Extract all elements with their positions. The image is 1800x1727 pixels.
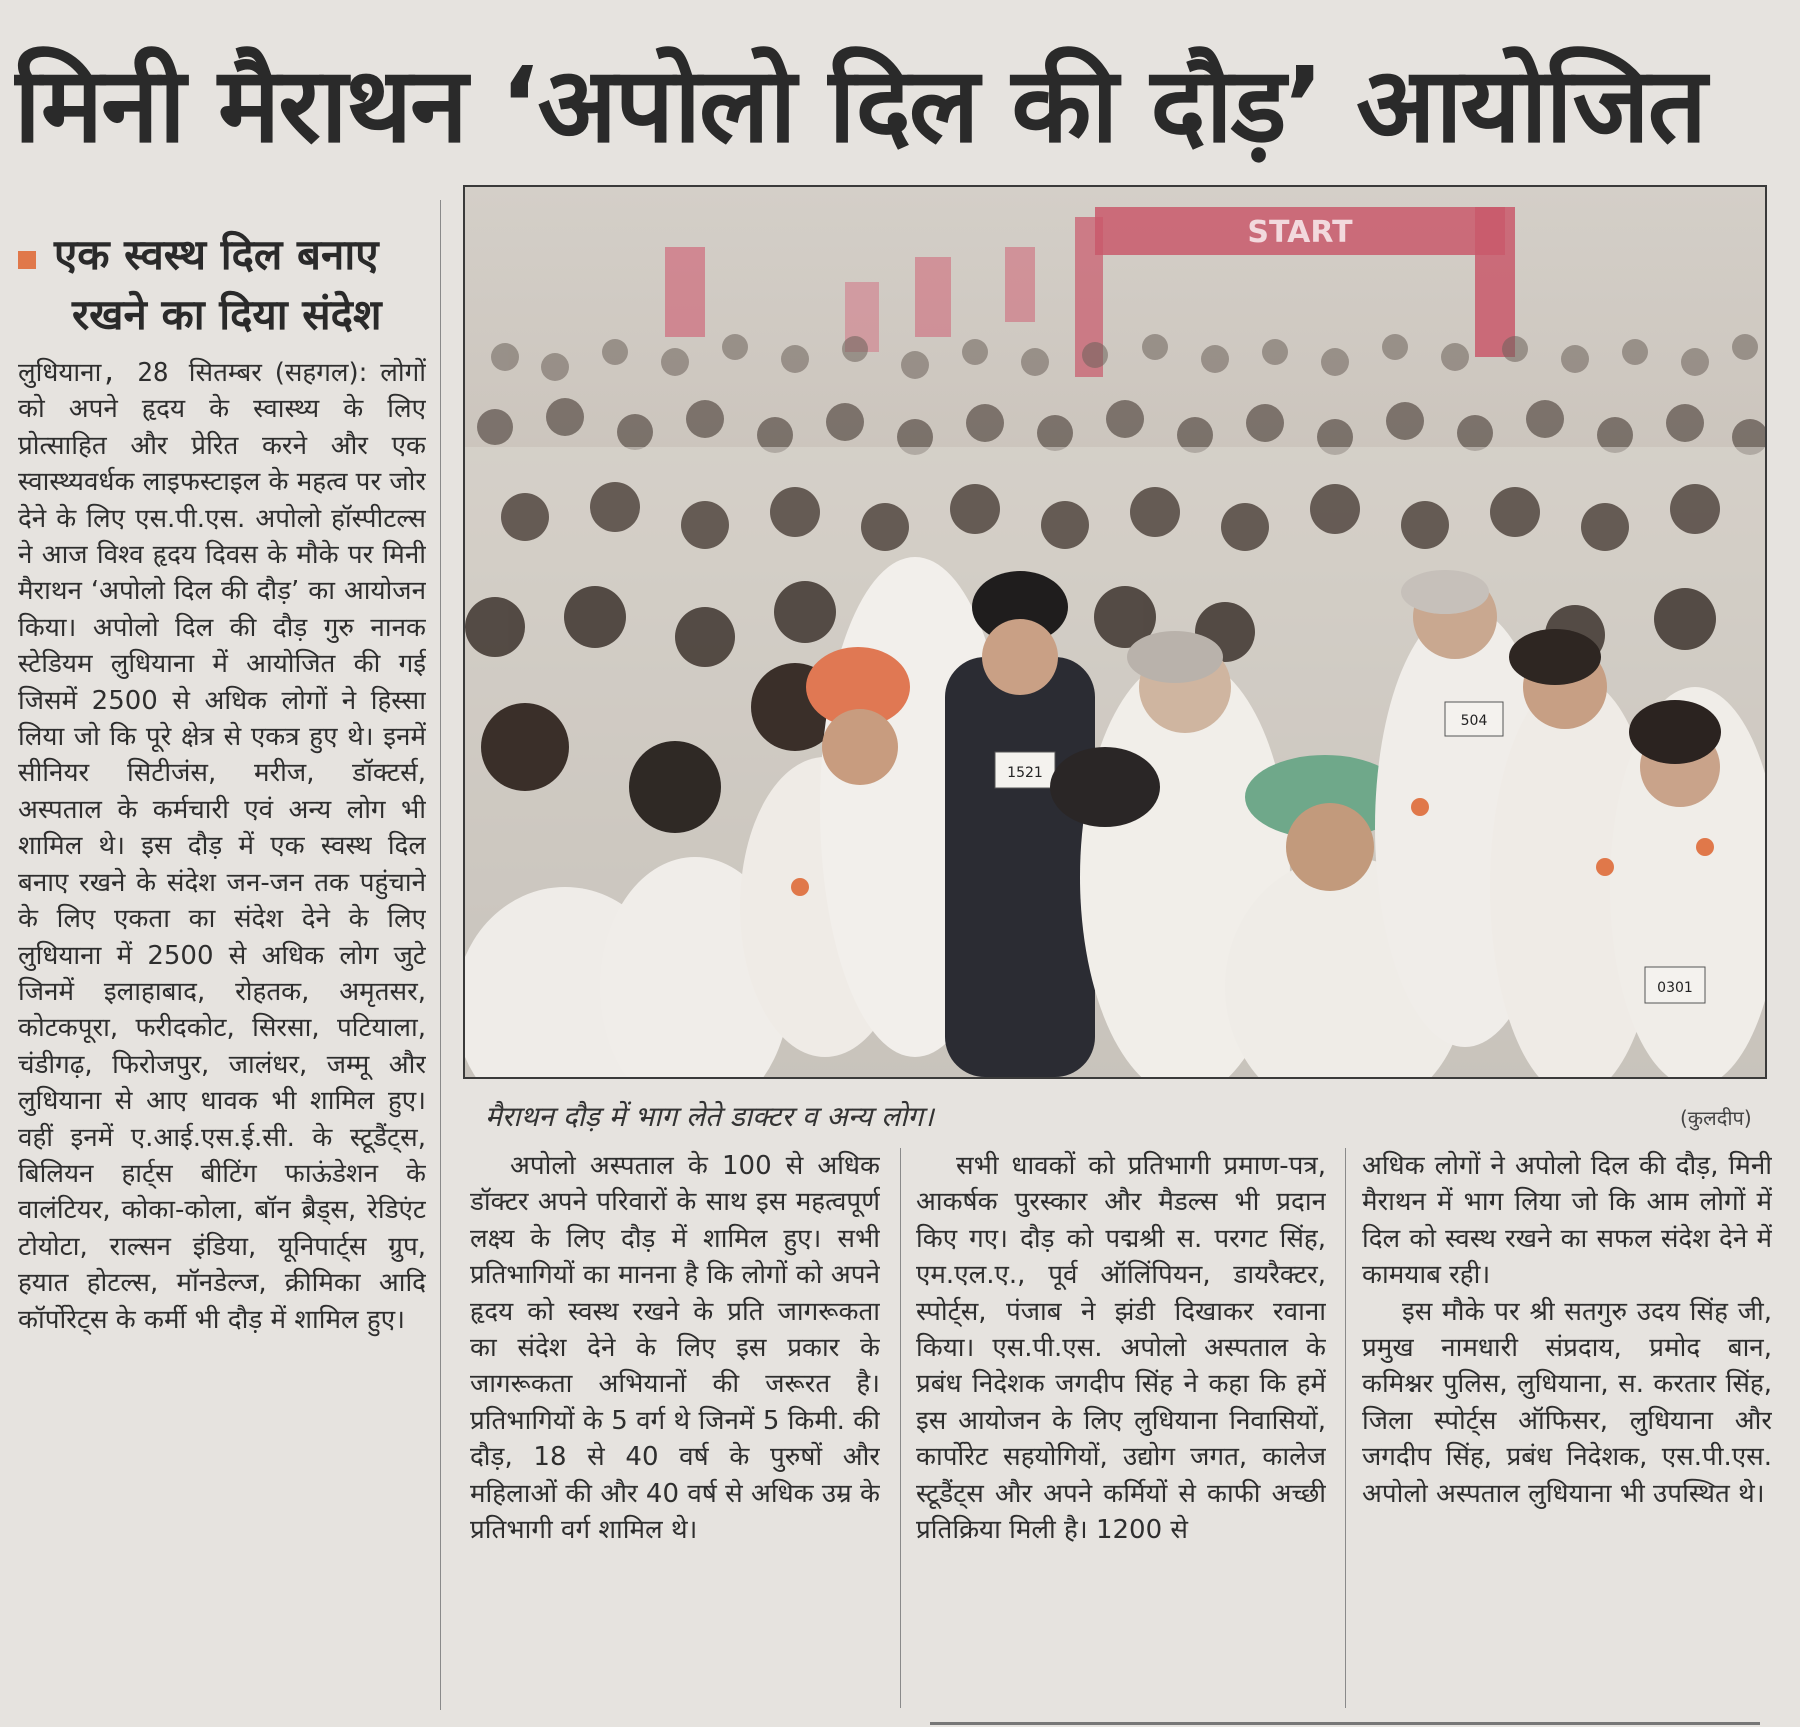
bib-number-2: 504 [1460, 713, 1488, 729]
column-4-paragraph-1: अधिक लोगों ने अपोलो दिल की दौड़, मिनी मैराथन में भाग लिया जो कि आम लोगों में दिल को स्वस्थ रखने का सफल संदेश देने में कामयाब रही। [1362, 1151, 1772, 1291]
subheadline-line-1: एक स्वस्थ दिल बनाए [54, 230, 379, 279]
column-3 [916, 1148, 1326, 1708]
column-2-text: अपोलो अस्पताल के 100 से अधिक डॉक्टर अपने परिवारों के साथ इस महत्वपूर्ण लक्ष्य के लिए दौड़ में शामिल हुए। सभी प्रतिभागियों का मानना है कि लोगों को अपने हृदय को स्वस्थ रखने के प्रति जागरूकता का संदेश देने के लिए इस प्रकार के जागरूकता अभियानों की जरूरत है। प्रतिभागियों के 5 वर्ग थे जिनमें 5 किमी. की दौड़, 18 से 40 वर्ष के पुरुषों और महिलाओं की और 40 वर्ष से अधिक उम्र के प्रतिभागी वर्ग शामिल थे। [470, 1151, 880, 1546]
column-4-paragraph-2: इस मौके पर श्री सतगुरु उदय सिंह जी, प्रमुख नामधारी संप्रदाय, प्रमोद बान, कमिश्नर पुलिस, लुधियाना, स. करतार सिंह, जिला स्पोर्ट्स ऑफिसर, लुधियाना और जगदीप सिंह, प्रबंध निदेशक, एस.पी.एस. अपोलो अस्पताल लुधियाना भी उपस्थित थे। [1362, 1296, 1772, 1509]
start-banner-text: START [1247, 215, 1353, 250]
sidebar-story [18, 225, 426, 1720]
bullet-square-icon [18, 251, 36, 269]
headline: मिनी मैराथन ‘अपोलो दिल की दौड़’ आयोजित [14, 44, 1706, 166]
sidebar-body [18, 355, 426, 1338]
photo-credit: (कुलदीप) [1680, 1106, 1752, 1130]
sidebar-body-text: (सहगल): लोगों को अपने हृदय के स्वास्थ्य के लिए प्रोत्साहित और प्रेरित करने और एक स्वास्थ्यवर्धक लाइफस्टाइल के महत्व पर जोर देने के लिए एस.पी.एस. अपोलो हॉस्पीटल्स ने आज विश्व हृदय दिवस के मौके पर मिनी मैराथन ‘अपोलो दिल की दौड़’ का आयोजन किया। अपोलो दिल की दौड़ गुरु नानक स्टेडियम लुधियाना में आयोजित की गई जिसमें 2500 से अधिक लोगों ने हिस्सा लिया जो कि पूरे क्षेत्र से एकत्र हुए थे। इनमें सीनियर सिटीजंस, मरीज, डॉक्टर्स, अस्पताल के कर्मचारी एवं अन्य लोग भी शामिल थे। इस दौड़ में एक स्वस्थ दिल बनाए रखने के संदेश जन-जन तक पहुंचाने के लिए एकता का संदेश देने के लिए लुधियाना में 2500 से अधिक लोग जुटे जिनमें इलाहाबाद, रोहतक, अमृतसर, कोटकपूरा, फरीदकोट, सिरसा, पटियाला, चंडीगढ़, फिरोजपुर, जालंधर, जम्मू और लुधियाना से आए धावक भी शामिल हुए। वहीं इनमें ए.आई.एस.ई.सी. के स्टूडैंट्स, बिलियन हार्ट्स बीटिंग फाऊंडेशन के वालंटियर, कोका-कोला, बॉन ब्रैड्स, रेडिएंट टोयोटा, राल्सन इंडिया, यूनिपार्ट्स ग्रुप, हयात होटल्स, मॉनडेल्ज, क्रीमिका आदि कॉर्पोरेट्स के कर्मी भी दौड़ में शामिल हुए। [18, 358, 426, 1335]
column-divider [900, 1148, 901, 1708]
bib-number-3: 0301 [1657, 980, 1693, 996]
bottom-rule [930, 1722, 1760, 1725]
column-divider [440, 200, 441, 1710]
column-4 [1362, 1148, 1772, 1708]
column-divider [1345, 1148, 1346, 1708]
crowd-illustration [465, 187, 1765, 1077]
photo-caption: मैराथन दौड़ में भाग लेते डाक्टर व अन्य लोग। [485, 1100, 934, 1133]
column-3-text: सभी धावकों को प्रतिभागी प्रमाण-पत्र, आकर्षक पुरस्कार और मैडल्स भी प्रदान किए गए। दौड़ को पद्मश्री स. परगट सिंह, एम.एल.ए., पूर्व ऑलिंपियन, डायरैक्टर, स्पोर्ट्स, पंजाब ने झंडी दिखाकर रवाना किया। एस.पी.एस. अपोलो अस्पताल के प्रबंध निदेशक जगदीप सिंह ने कहा कि हमें इस आयोजन के लिए लुधियाना निवासियों, कार्पोरेट सहयोगियों, उद्योग जगत, कालेज स्टूडैंट्स और अपने कर्मियों से काफी अच्छी प्रतिक्रिया मिली है। 1200 से [916, 1151, 1326, 1546]
subheadline [18, 225, 426, 345]
subheadline-line-2: रखने का दिया संदेश [72, 290, 382, 339]
column-2 [470, 1148, 880, 1708]
bib-number-1: 1521 [1007, 765, 1043, 781]
marathon-photo [463, 185, 1767, 1079]
dateline: लुधियाना, 28 सितम्बर [18, 358, 262, 388]
